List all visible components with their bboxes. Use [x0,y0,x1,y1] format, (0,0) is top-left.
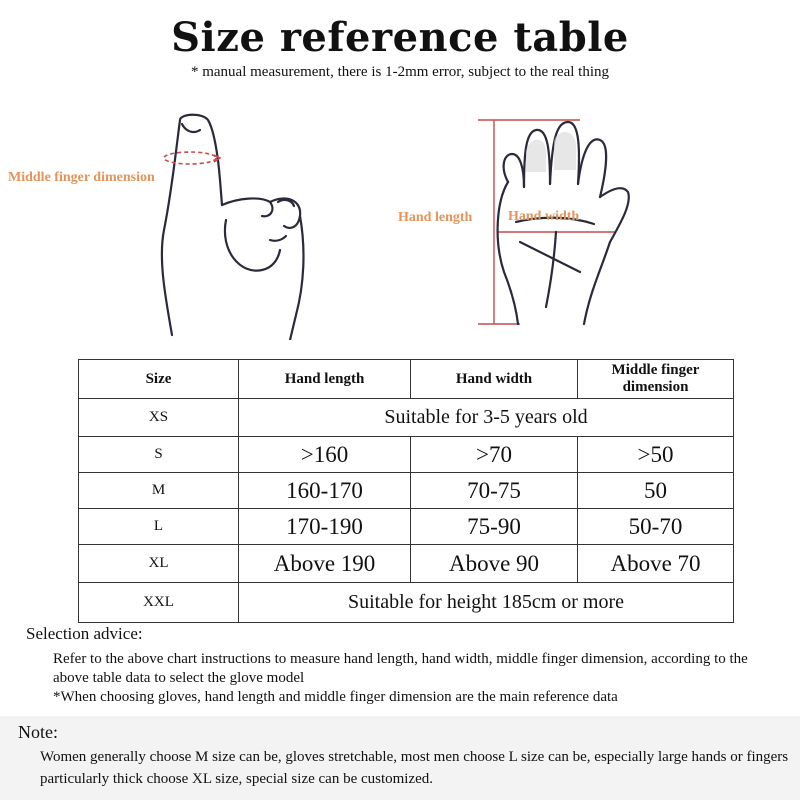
header-size: Size [79,360,239,399]
merged-cell: Suitable for 3-5 years old [239,399,734,437]
size-cell: XS [79,399,239,437]
hand-length-label: Hand length [398,210,473,225]
note-text: Women generally choose M size can be, gloves stretchable, most men choose L size can be, especially large hands or fingers particularly thick choose XL size, special size can be customized. [40,749,789,787]
hand-width-cell: >70 [411,437,578,473]
page-title: Size reference table [171,14,629,61]
size-cell: S [79,437,239,473]
table-row [79,399,734,437]
advice-line-2: *When choosing gloves, hand length and middle finger dimension are the main reference data [53,689,618,705]
size-table [78,359,734,623]
hand-length-cell: 160-170 [239,473,411,509]
finger-measure-illustration [150,110,330,340]
size-cell: XXL [79,583,239,623]
header-hand-width: Hand width [411,360,578,399]
table-row [79,509,734,545]
header-hand-length: Hand length [239,360,411,399]
middle-finger-cell: 50 [578,473,734,509]
note-title: Note: [18,722,58,742]
hand-length-cell: 170-190 [239,509,411,545]
table-header-row [79,360,734,399]
table-row [79,583,734,623]
size-cell: M [79,473,239,509]
table-row [79,545,734,583]
page-subtitle: * manual measurement, there is 1-2mm error, subject to the real thing [190,64,609,80]
size-cell: L [79,509,239,545]
hand-length-cell: >160 [239,437,411,473]
hand-width-label: Hand width [508,209,580,224]
hand-width-cell: Above 90 [411,545,578,583]
table-row [79,437,734,473]
hand-width-cell: 70-75 [411,473,578,509]
middle-finger-cell: Above 70 [578,545,734,583]
hand-length-cell: Above 190 [239,545,411,583]
merged-cell: Suitable for height 185cm or more [239,583,734,623]
advice-text [53,650,773,707]
header-middle-finger: Middle finger dimension [578,360,734,399]
middle-finger-cell: 50-70 [578,509,734,545]
advice-title: Selection advice: [26,624,143,643]
middle-finger-cell: >50 [578,437,734,473]
hand-width-cell: 75-90 [411,509,578,545]
middle-finger-label: Middle finger dimension [8,170,155,185]
size-cell: XL [79,545,239,583]
advice-line-1: Refer to the above chart instructions to measure hand length, hand width, middle finger dimension, according to the above table data to select the glove model [53,651,748,686]
table-row [79,473,734,509]
